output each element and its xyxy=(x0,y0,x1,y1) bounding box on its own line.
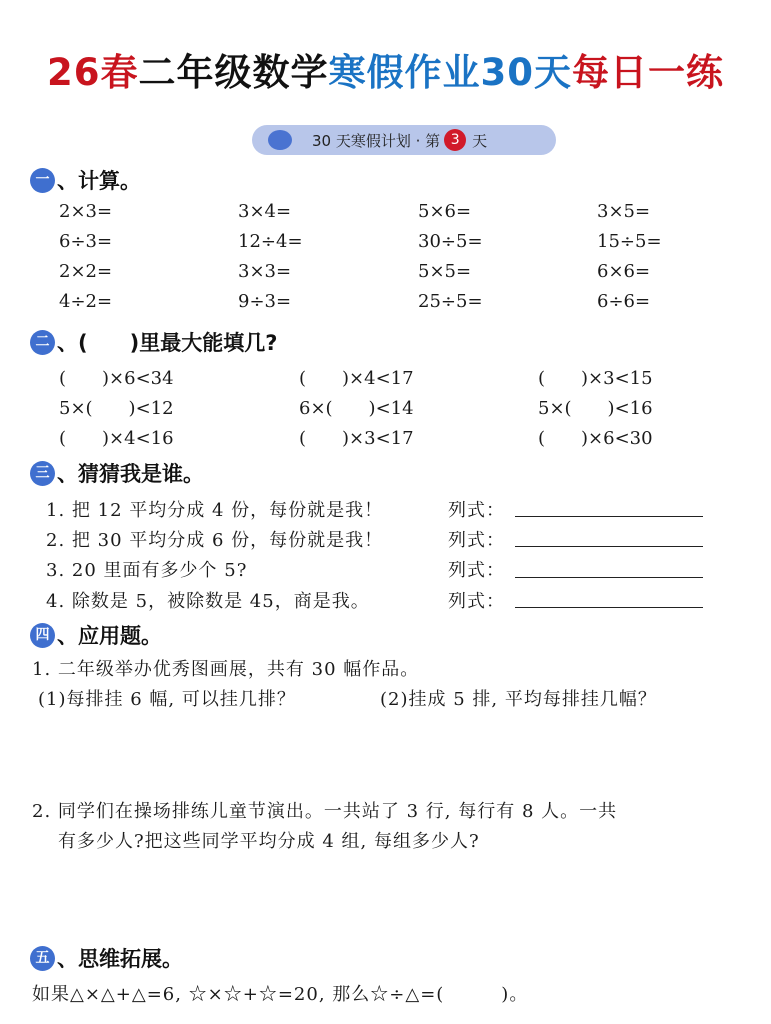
title-part-grade: 二年级数学 xyxy=(138,51,329,94)
guess-question: 4. 除数是 5，被除数是 45，商是我。 xyxy=(46,591,370,612)
calc-item: 30÷5= xyxy=(418,231,483,252)
section-2-heading xyxy=(30,327,277,357)
calc-item: 3×4= xyxy=(238,201,292,222)
section-number-two-icon: 二 xyxy=(30,330,55,355)
thinking-question: 如果△×△+△=6, ☆×☆+☆=20, 那么☆÷△=( )。 xyxy=(32,984,529,1005)
answer-line[interactable] xyxy=(515,577,703,578)
inequality-item: ( )×6<34 xyxy=(59,368,174,389)
inequality-item: 6×( )<14 xyxy=(299,398,414,419)
plan-prefix: 30 天寒假计划 · 第 xyxy=(312,131,441,150)
answer-area[interactable] xyxy=(38,715,738,790)
formula-label: 列式： xyxy=(448,500,505,521)
calc-item: 5×6= xyxy=(418,201,472,222)
section-3-heading xyxy=(30,458,204,488)
title-part-homework: 寒假作业30天 xyxy=(328,51,572,94)
calc-item: 6×6= xyxy=(597,261,651,282)
problem-2-stem: 2. 同学们在操场排练儿童节演出。一共站了 3 行, 每行有 8 人。一共 xyxy=(32,801,618,822)
title-part-year: 26春 xyxy=(47,51,139,94)
inequality-item: 5×( )<12 xyxy=(59,398,174,419)
calc-item: 4÷2= xyxy=(59,291,113,312)
problem-1-sub-2: (2)挂成 5 排, 平均每排挂几幅？ xyxy=(380,689,657,710)
plan-badge xyxy=(252,125,556,155)
calc-item: 3×5= xyxy=(597,201,651,222)
inequality-item: 5×( )<16 xyxy=(538,398,653,419)
inequality-item: ( )×6<30 xyxy=(538,428,653,449)
section-title: 、( )里最大能填几? xyxy=(57,331,278,355)
calc-item: 25÷5= xyxy=(418,291,483,312)
section-number-one-icon: 一 xyxy=(30,168,55,193)
circle-dot-icon xyxy=(268,130,292,150)
title-part-daily: 每日一练 xyxy=(572,51,724,94)
answer-line[interactable] xyxy=(515,516,703,517)
section-title: 、应用题。 xyxy=(57,624,162,648)
plan-suffix: 天 xyxy=(472,131,488,150)
formula-label: 列式： xyxy=(448,591,505,612)
calc-item: 2×2= xyxy=(59,261,113,282)
section-1-heading xyxy=(30,165,141,195)
section-title: 、猜猜我是谁。 xyxy=(57,462,204,486)
calc-item: 15÷5= xyxy=(597,231,662,252)
calc-item: 9÷3= xyxy=(238,291,292,312)
calc-item: 12÷4= xyxy=(238,231,303,252)
section-number-four-icon: 四 xyxy=(30,623,55,648)
guess-question: 3. 20 里面有多少个 5? xyxy=(46,560,248,581)
section-title: 、思维拓展。 xyxy=(57,947,183,971)
formula-label: 列式： xyxy=(448,530,505,551)
inequality-item: ( )×4<17 xyxy=(299,368,414,389)
inequality-item: ( )×3<17 xyxy=(299,428,414,449)
section-number-three-icon: 三 xyxy=(30,461,55,486)
problem-1-sub-1: (1)每排挂 6 幅, 可以挂几排？ xyxy=(38,689,296,710)
problem-1-stem: 1. 二年级举办优秀图画展，共有 30 幅作品。 xyxy=(32,659,420,680)
day-number-badge: 3 xyxy=(444,129,466,151)
section-4-heading xyxy=(30,620,162,650)
section-title: 、计算。 xyxy=(57,169,141,193)
answer-area[interactable] xyxy=(38,860,738,935)
inequality-item: ( )×3<15 xyxy=(538,368,653,389)
guess-question: 1. 把 12 平均分成 4 份，每份就是我！ xyxy=(46,500,384,521)
guess-question: 2. 把 30 平均分成 6 份，每份就是我！ xyxy=(46,530,384,551)
problem-2-stem-cont: 有多少人?把这些同学平均分成 4 组, 每组多少人? xyxy=(58,831,480,852)
section-5-heading xyxy=(30,943,183,973)
calc-item: 6÷3= xyxy=(59,231,113,252)
calc-item: 2×3= xyxy=(59,201,113,222)
section-number-five-icon: 五 xyxy=(30,946,55,971)
answer-line[interactable] xyxy=(515,546,703,547)
calc-item: 3×3= xyxy=(238,261,292,282)
page-title xyxy=(0,42,771,96)
calc-item: 5×5= xyxy=(418,261,472,282)
answer-line[interactable] xyxy=(515,607,703,608)
calc-item: 6÷6= xyxy=(597,291,651,312)
formula-label: 列式： xyxy=(448,560,505,581)
inequality-item: ( )×4<16 xyxy=(59,428,174,449)
